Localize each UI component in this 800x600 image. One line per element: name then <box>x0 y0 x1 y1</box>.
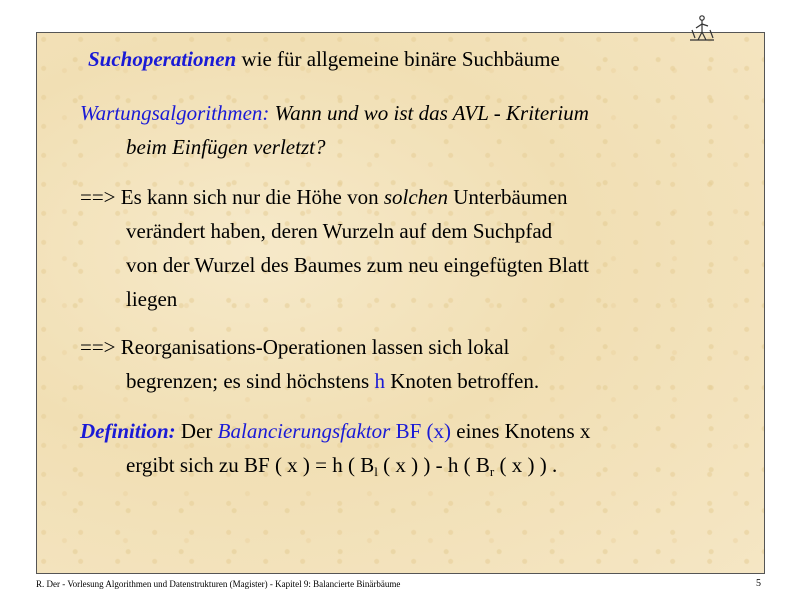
search-operations-text: wie für allgemeine binäre Suchbäume <box>236 47 560 71</box>
maintenance-question-line2: beim Einfügen verletzt? <box>126 135 326 159</box>
paragraph-maintenance-algorithms <box>80 96 730 164</box>
reorganisation-line2-after: Knoten betroffen. <box>384 369 540 393</box>
paragraph-reorganisation <box>80 330 730 398</box>
reorganisation-text: Reorganisations-Operationen lassen sich lokal <box>115 335 510 359</box>
paragraph-search-operations <box>88 42 738 76</box>
term-definition: Definition: <box>80 419 176 443</box>
height-change-text-before: Es kann sich nur die Höhe von <box>115 185 384 209</box>
maintenance-question-line1: Wann und wo ist das AVL - Kriterium <box>269 101 589 125</box>
definition-text2: eines Knotens x <box>451 419 591 443</box>
reorganisation-line2 <box>80 364 730 398</box>
paragraph-definition <box>80 414 730 482</box>
formula-part3: ( x ) ) . <box>494 453 558 477</box>
term-balance-factor: Balancierungsfaktor <box>217 419 391 443</box>
formula-part2: ( x ) ) - h ( B <box>377 453 490 477</box>
definition-formula <box>80 448 730 482</box>
height-change-emphasis: solchen <box>383 185 448 209</box>
definition-text1: Der <box>175 419 218 443</box>
height-change-line2: verändert haben, deren Wurzeln auf dem Suchpfad <box>126 219 553 243</box>
term-search-operations: Suchoperationen <box>88 47 237 71</box>
formula-part1: ergibt sich zu BF ( x ) = h ( B <box>126 453 375 477</box>
balance-factor-notation: BF (x) <box>390 419 451 443</box>
page-number: 5 <box>756 578 761 589</box>
arrow-symbol: ==> <box>80 335 116 359</box>
height-variable: h <box>374 369 385 393</box>
paragraph-height-change <box>80 180 730 316</box>
term-maintenance-algorithms: Wartungsalgorithmen: <box>80 101 270 125</box>
arrow-symbol: ==> <box>80 185 116 209</box>
stick-figure-logo-icon <box>688 14 716 44</box>
height-change-line3: von der Wurzel des Baumes zum neu eingefügten Blatt <box>126 253 589 277</box>
height-change-text-after: Unterbäumen <box>447 185 568 209</box>
height-change-line4: liegen <box>126 287 178 311</box>
reorganisation-line2-before: begrenzen; es sind höchstens <box>126 369 375 393</box>
subscript-left: l <box>374 464 378 479</box>
footer-text: R. Der - Vorlesung Algorithmen und Datenstrukturen (Magister) - Kapitel 9: Balancierte Binärbäume <box>36 579 401 589</box>
subscript-right: r <box>489 464 495 479</box>
